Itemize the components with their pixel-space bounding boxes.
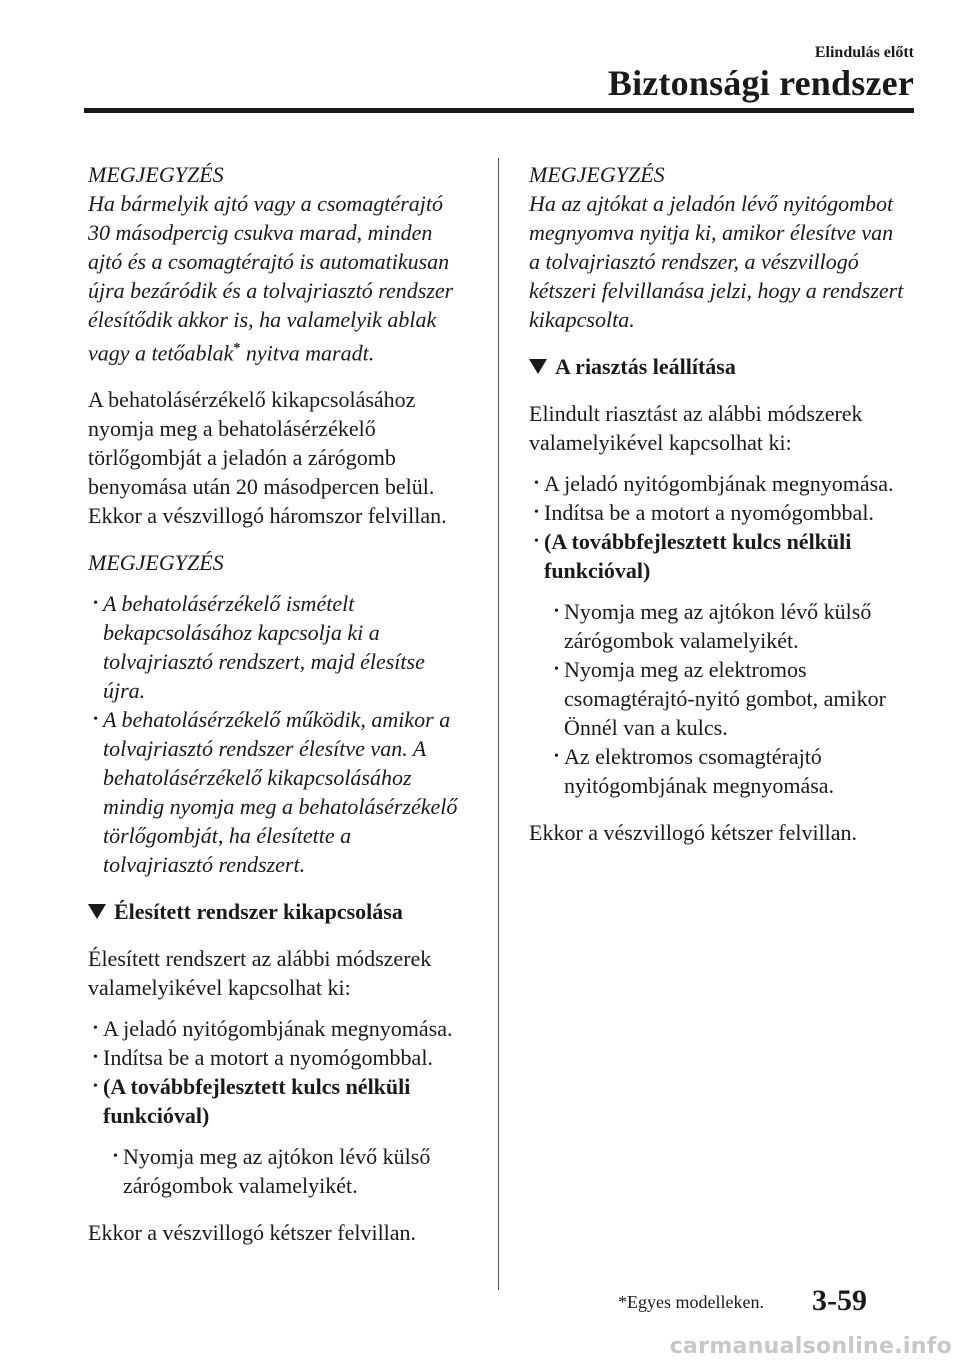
section-heading-text: Élesített rendszer kikapcsolása	[114, 899, 403, 925]
note-line: kikapcsolta.	[529, 307, 635, 332]
list-item-text: Indítsa be a motort a nyomógombbal.	[103, 1045, 433, 1071]
bullet-dot-icon: •	[554, 604, 559, 619]
watermark: carmanualsonline.info	[669, 1334, 952, 1359]
note-line: a tolvajriasztó rendszer, a vészvillogó	[529, 249, 859, 274]
note-bullet	[88, 705, 478, 879]
list-item-text: Az elektromos csomagtérajtó	[564, 744, 822, 769]
note-line: újra bezáródik és a tolvajriasztó rendszer	[88, 278, 454, 303]
sub-list-item	[529, 597, 919, 655]
note-title: MEGJEGYZÉS	[529, 162, 665, 187]
list-item	[88, 1014, 478, 1043]
note-line: ajtó és a csomagtérajtó is automatikusan	[88, 249, 450, 274]
bullet-line: tolvajriasztó rendszert.	[103, 852, 306, 878]
note-line: 30 másodpercig csukva marad, minden	[88, 220, 433, 245]
list-item-text: (A továbbfejlesztett kulcs nélküli	[544, 529, 852, 554]
triangle-marker-icon	[88, 904, 106, 919]
bullet-dot-icon: •	[93, 712, 98, 728]
note-text: nyitva maradt.	[240, 340, 375, 366]
sub-list-item	[88, 1142, 478, 1200]
list-item-text: nyitógombjának megnyomása.	[564, 773, 835, 798]
bullet-line: A behatolásérzékelő ismételt	[103, 591, 355, 617]
list-item-text: A jeladó nyitógombjának megnyomása.	[544, 471, 894, 496]
list-item-text: Nyomja meg az ajtókon lévő külső	[564, 599, 872, 624]
bullet-dot-icon: •	[93, 596, 98, 612]
sub-list-item	[529, 742, 919, 800]
note-3	[529, 160, 919, 334]
bullet-dot-icon: •	[93, 1079, 98, 1095]
note-title: MEGJEGYZÉS	[88, 162, 224, 187]
footnote-star: *	[233, 341, 241, 356]
list-item-text: Nyomja meg az elektromos	[564, 657, 807, 682]
bullet-dot-icon: •	[93, 1050, 98, 1066]
bullet-line: mindig nyomja meg a behatolásérzékelő	[103, 794, 458, 820]
footnote: *Egyes modelleken.	[618, 1292, 764, 1312]
left-column	[88, 160, 478, 1247]
body-line: Ekkor a vészvillogó háromszor felvillan.	[88, 503, 447, 529]
list-item-text: funkcióval)	[544, 558, 651, 583]
page-number: 3-59	[812, 1284, 867, 1317]
note-title: MEGJEGYZÉS	[88, 550, 224, 576]
body-line: nyomja meg a behatolásérzékelő	[88, 416, 376, 442]
note-1	[88, 160, 478, 367]
section-heading	[88, 897, 478, 926]
note-line: megnyomva nyitja ki, amikor élesítve van	[529, 220, 894, 245]
list-item-text: zárógombok valamelyikét.	[123, 1173, 358, 1199]
bullet-dot-icon: •	[113, 1149, 118, 1165]
triangle-marker-icon	[529, 359, 547, 374]
list-item	[88, 1072, 478, 1130]
body-line: valamelyikével kapcsolhat ki:	[88, 975, 351, 1001]
note-line: élesítődik akkor is, ha valamelyik ablak	[88, 307, 437, 332]
list-item-text: zárógombok valamelyikét.	[564, 628, 799, 653]
list-item-text: Nyomja meg az ajtókon lévő külső	[123, 1144, 431, 1170]
right-column	[529, 160, 919, 847]
bullet-line: törlőgombját, ha élesítette a	[103, 823, 352, 849]
bullet-dot-icon: •	[534, 534, 539, 549]
section-title: Biztonsági rendszer	[607, 63, 914, 103]
body-line: benyomása után 20 másodpercen belül.	[88, 474, 435, 500]
note-text: vagy a tetőablak	[88, 340, 234, 366]
bullet-line: bekapcsolásához kapcsolja ki a	[103, 620, 380, 646]
bullet-line: újra.	[103, 678, 146, 704]
body-line: törlőgombját a jeladón a zárógomb	[88, 445, 396, 471]
bullet-line: tolvajriasztó rendszert, majd élesítse	[103, 649, 425, 675]
list-item	[88, 1043, 478, 1072]
body-line: Ekkor a vészvillogó kétszer felvillan.	[529, 820, 858, 845]
body-line: Ekkor a vészvillogó kétszer felvillan.	[88, 1220, 417, 1246]
list-item-text: funkcióval)	[103, 1103, 210, 1129]
note-line: kétszeri felvillanása jelzi, hogy a rendszert	[529, 278, 904, 303]
chapter-title: Elindulás előtt	[814, 44, 914, 61]
list-item-text: Indítsa be a motort a nyomógombbal.	[544, 500, 874, 525]
note-2	[88, 548, 478, 879]
bullet-dot-icon: •	[554, 749, 559, 764]
bullet-dot-icon: •	[534, 476, 539, 491]
note-line: Ha az ajtókat a jeladón lévő nyitógombot	[529, 191, 894, 216]
bullet-dot-icon: •	[554, 662, 559, 677]
section-heading-text: A riasztás leállítása	[555, 354, 736, 379]
list-item	[529, 498, 919, 527]
list-item-text: csomagtérajtó-nyitó gombot, amikor	[564, 686, 886, 711]
body-line: valamelyikével kapcsolhat ki:	[529, 430, 792, 455]
section-heading	[529, 352, 919, 381]
body-line: Élesített rendszert az alábbi módszerek	[88, 946, 432, 972]
list-item-text: A jeladó nyitógombjának megnyomása.	[103, 1016, 453, 1042]
header-rule	[84, 108, 914, 113]
list-item-text: (A továbbfejlesztett kulcs nélküli	[103, 1074, 411, 1100]
body-line: Elindult riasztást az alábbi módszerek	[529, 401, 863, 426]
list-item	[529, 527, 919, 585]
list-item	[529, 469, 919, 498]
bullet-line: behatolásérzékelő kikapcsolásához	[103, 765, 412, 791]
list-item-text: Önnél van a kulcs.	[564, 715, 728, 740]
note-line: Ha bármelyik ajtó vagy a csomagtérajtó	[88, 191, 443, 216]
paragraph-1	[88, 385, 478, 530]
note-bullet	[88, 589, 478, 705]
note-line	[88, 334, 478, 367]
sub-list-item	[529, 655, 919, 742]
column-divider	[498, 158, 499, 1290]
bullet-line: A behatolásérzékelő működik, amikor a	[103, 707, 451, 733]
body-line: A behatolásérzékelő kikapcsolásához	[88, 387, 416, 413]
bullet-dot-icon: •	[534, 505, 539, 520]
bullet-dot-icon: •	[93, 1021, 98, 1037]
bullet-line: tolvajriasztó rendszer élesítve van. A	[103, 736, 427, 762]
